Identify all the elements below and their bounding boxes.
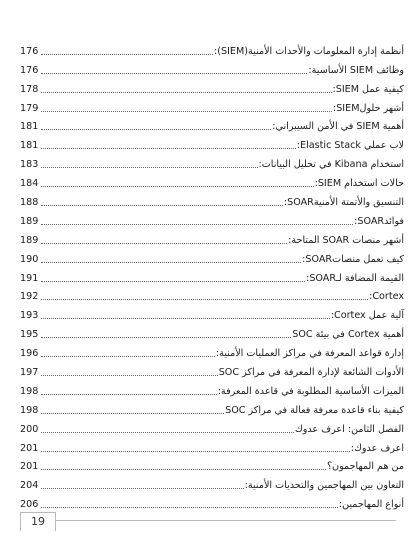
toc-entry-title: التعاون بين المهاجمين والتحديات الأمنية:	[244, 480, 404, 492]
toc-entry-page: 198	[20, 404, 39, 416]
toc-entry-page: 179	[20, 102, 39, 114]
dot-leader	[41, 111, 332, 112]
toc-entry-title: الأدوات الشائعة لإدارة المعرفة في مراكز SOC	[218, 367, 404, 379]
dot-leader	[41, 262, 301, 263]
toc-row	[20, 378, 404, 397]
dot-leader	[41, 394, 217, 395]
toc-entry-page: 188	[20, 197, 39, 209]
toc-entry-title: حالات استخدام SIEM:	[314, 178, 404, 190]
dot-leader	[41, 469, 326, 470]
toc-row	[20, 189, 404, 208]
toc-entry-title: الفصل الثامن: اعرف عدوك	[294, 423, 404, 435]
toc-entry-page: 191	[20, 272, 39, 284]
dot-leader	[41, 92, 332, 93]
dot-leader	[41, 299, 368, 300]
toc-row	[20, 227, 404, 246]
toc-entry-title: التنسيق والأتمتة الأمنيةSOAR:	[283, 197, 404, 209]
dot-leader	[41, 129, 271, 130]
toc-entry-page: 197	[20, 367, 39, 379]
toc-entry-page: 195	[20, 329, 39, 341]
toc-entry-title: Cortex:	[369, 291, 404, 303]
toc-entry-title: كيفية بناء قاعدة معرفة فعالة في مراكز SOC	[225, 404, 404, 416]
toc-entry-page: 183	[20, 159, 39, 171]
toc-entry-title: الميزات الأساسية المطلوبة في قاعدة المعرفة:	[217, 385, 404, 397]
toc-entry-title: لاب عملي Elastic Stack:	[296, 140, 404, 152]
toc-entry-page: 198	[20, 385, 39, 397]
toc-row	[20, 95, 404, 114]
toc-entry-title: كيفية عمل SIEM:	[332, 83, 404, 95]
toc-row	[20, 151, 404, 170]
dot-leader	[41, 243, 287, 244]
toc-row	[20, 57, 404, 76]
toc-entry-title: القيمة المضافة لـSOAR:	[306, 272, 404, 284]
toc-entry-title: أشهر منصات SOAR المتاحة:	[288, 234, 404, 246]
toc-entry-title: كيف تعمل منصاتSOAR:	[302, 253, 404, 265]
toc-entry-page: 201	[20, 442, 39, 454]
dot-leader	[41, 205, 283, 206]
toc-entry-title: أهمية SIEM في الأمن السيبراني:	[272, 121, 404, 133]
dot-leader	[41, 54, 213, 55]
table-of-contents	[20, 38, 404, 510]
toc-entry-title: إدارة قواعد المعرفة في مراكز العمليات الأمنية:	[215, 348, 404, 360]
dot-leader	[41, 281, 305, 282]
toc-row	[20, 340, 404, 359]
toc-row	[20, 265, 404, 284]
toc-row	[20, 397, 404, 416]
toc-row	[20, 208, 404, 227]
toc-entry-page: 204	[20, 480, 39, 492]
toc-entry-page: 192	[20, 291, 39, 303]
toc-row	[20, 114, 404, 133]
toc-row	[20, 246, 404, 265]
toc-row	[20, 435, 404, 454]
dot-leader	[41, 318, 330, 319]
toc-entry-title: أنواع المهاجمين:	[338, 499, 404, 511]
page-number: 19	[20, 512, 56, 531]
dot-leader	[41, 167, 258, 168]
dot-leader	[41, 356, 215, 357]
dot-leader	[41, 224, 353, 225]
toc-entry-page: 190	[20, 253, 39, 265]
toc-entry-page: 176	[20, 64, 39, 76]
toc-row	[20, 472, 404, 491]
dot-leader	[41, 451, 350, 452]
toc-entry-page: 193	[20, 310, 39, 322]
dot-leader	[41, 186, 314, 187]
dot-leader	[41, 432, 294, 433]
toc-entry-title: من هم المهاجمون؟	[326, 461, 404, 473]
toc-entry-title: اعرف عدوك:	[350, 442, 404, 454]
toc-entry-page: 206	[20, 499, 39, 511]
toc-row	[20, 132, 404, 151]
dot-leader	[41, 148, 296, 149]
toc-entry-title: أشهر حلولSIEM:	[332, 102, 404, 114]
toc-row	[20, 416, 404, 435]
toc-entry-page: 176	[20, 45, 39, 57]
toc-entry-page: 201	[20, 461, 39, 473]
toc-entry-page: 178	[20, 83, 39, 95]
dot-leader	[41, 375, 218, 376]
footer-rule	[56, 520, 396, 521]
toc-entry-title: استخدام Kibana في تحليل البيانات:	[258, 159, 404, 171]
toc-row	[20, 284, 404, 303]
toc-entry-page: 184	[20, 178, 39, 190]
toc-row	[20, 359, 404, 378]
toc-entry-title: فوائدSOAR:	[354, 215, 404, 227]
toc-entry-page: 181	[20, 140, 39, 152]
toc-row	[20, 321, 404, 340]
toc-entry-title: أهمية Cortex في بيئة SOC	[292, 329, 404, 341]
toc-row	[20, 170, 404, 189]
dot-leader	[41, 337, 291, 338]
toc-entry-title: وظائف SIEM الأساسية:	[308, 64, 404, 76]
toc-row	[20, 454, 404, 473]
page-footer	[0, 508, 416, 538]
toc-entry-title: آلية عمل Cortex:	[330, 310, 404, 322]
dot-leader	[41, 488, 244, 489]
toc-row	[20, 302, 404, 321]
toc-entry-page: 200	[20, 423, 39, 435]
toc-entry-page: 189	[20, 234, 39, 246]
toc-entry-title: أنظمة إدارة المعلومات والأحداث الأمنية(SIEM):	[214, 45, 404, 57]
toc-row	[20, 76, 404, 95]
dot-leader	[41, 413, 224, 414]
toc-entry-page: 189	[20, 215, 39, 227]
toc-row	[20, 38, 404, 57]
dot-leader	[41, 73, 307, 74]
toc-entry-page: 196	[20, 348, 39, 360]
toc-entry-page: 181	[20, 121, 39, 133]
